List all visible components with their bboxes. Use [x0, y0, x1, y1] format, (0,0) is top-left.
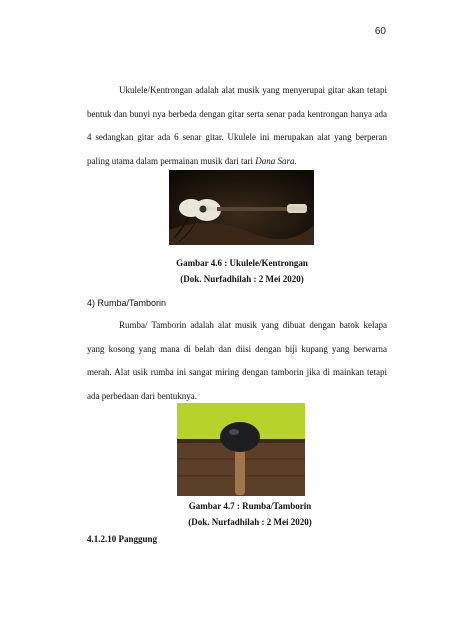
caption-source: (Dok. Nurfadhilah : 2 Mei 2020): [188, 517, 312, 527]
rumba-photo: [177, 403, 305, 496]
paragraph-text: paling utama dalam permainan musik dari tari: [87, 155, 256, 166]
paragraph-line: bentuk dan bunyi nya berbeda dengan gitar serta senar pada kentrongan hanya ada: [87, 108, 387, 119]
paragraph-line: Ukulele/Kentrongan adalah alat musik yang menyerupai gitar akan tetapi: [119, 85, 387, 95]
section-heading-panggung: 4.1.2.10 Panggung: [87, 534, 158, 544]
ukulele-photo: [169, 170, 314, 245]
paragraph-line: merah. Alat usik rumba ini sangat miring dengan tamborin jika di mainkan tetapi: [87, 367, 387, 377]
rumba-image: [177, 403, 305, 496]
paragraph-rumba: [87, 314, 387, 408]
subheading-rumba: 4) Rumba/Tamborin: [87, 298, 167, 308]
paragraph-line: ada perbedaan dari bentuknya.: [87, 390, 197, 401]
paragraph-line: 4 sedangkan gitar ada 6 senar gitar. Ukulele ini merupakan alat yang berperan: [87, 132, 387, 142]
caption-title: Gambar 4.7 : Rumba/Tamborin: [188, 501, 312, 511]
page-number: 60: [374, 26, 386, 37]
figure-caption-rumba: [158, 498, 342, 530]
paragraph-line: Rumba/ Tamborin adalah alat musik yang dibuat dengan batok kelapa: [119, 320, 387, 330]
dance-name: Dana Sara.: [255, 155, 297, 166]
paragraph-line: yang kosong yang mana di belah dan diisi dengan biji kupang yang berwarna: [87, 343, 387, 354]
caption-title: Gambar 4.6 : Ukulele/Kentrongan: [176, 258, 308, 268]
caption-source: (Dok. Nurfadhilah : 2 Mei 2020): [180, 274, 304, 284]
ukulele-image: [169, 170, 314, 245]
paragraph-ukulele: [87, 79, 387, 173]
figure-caption-ukulele: [150, 255, 334, 287]
